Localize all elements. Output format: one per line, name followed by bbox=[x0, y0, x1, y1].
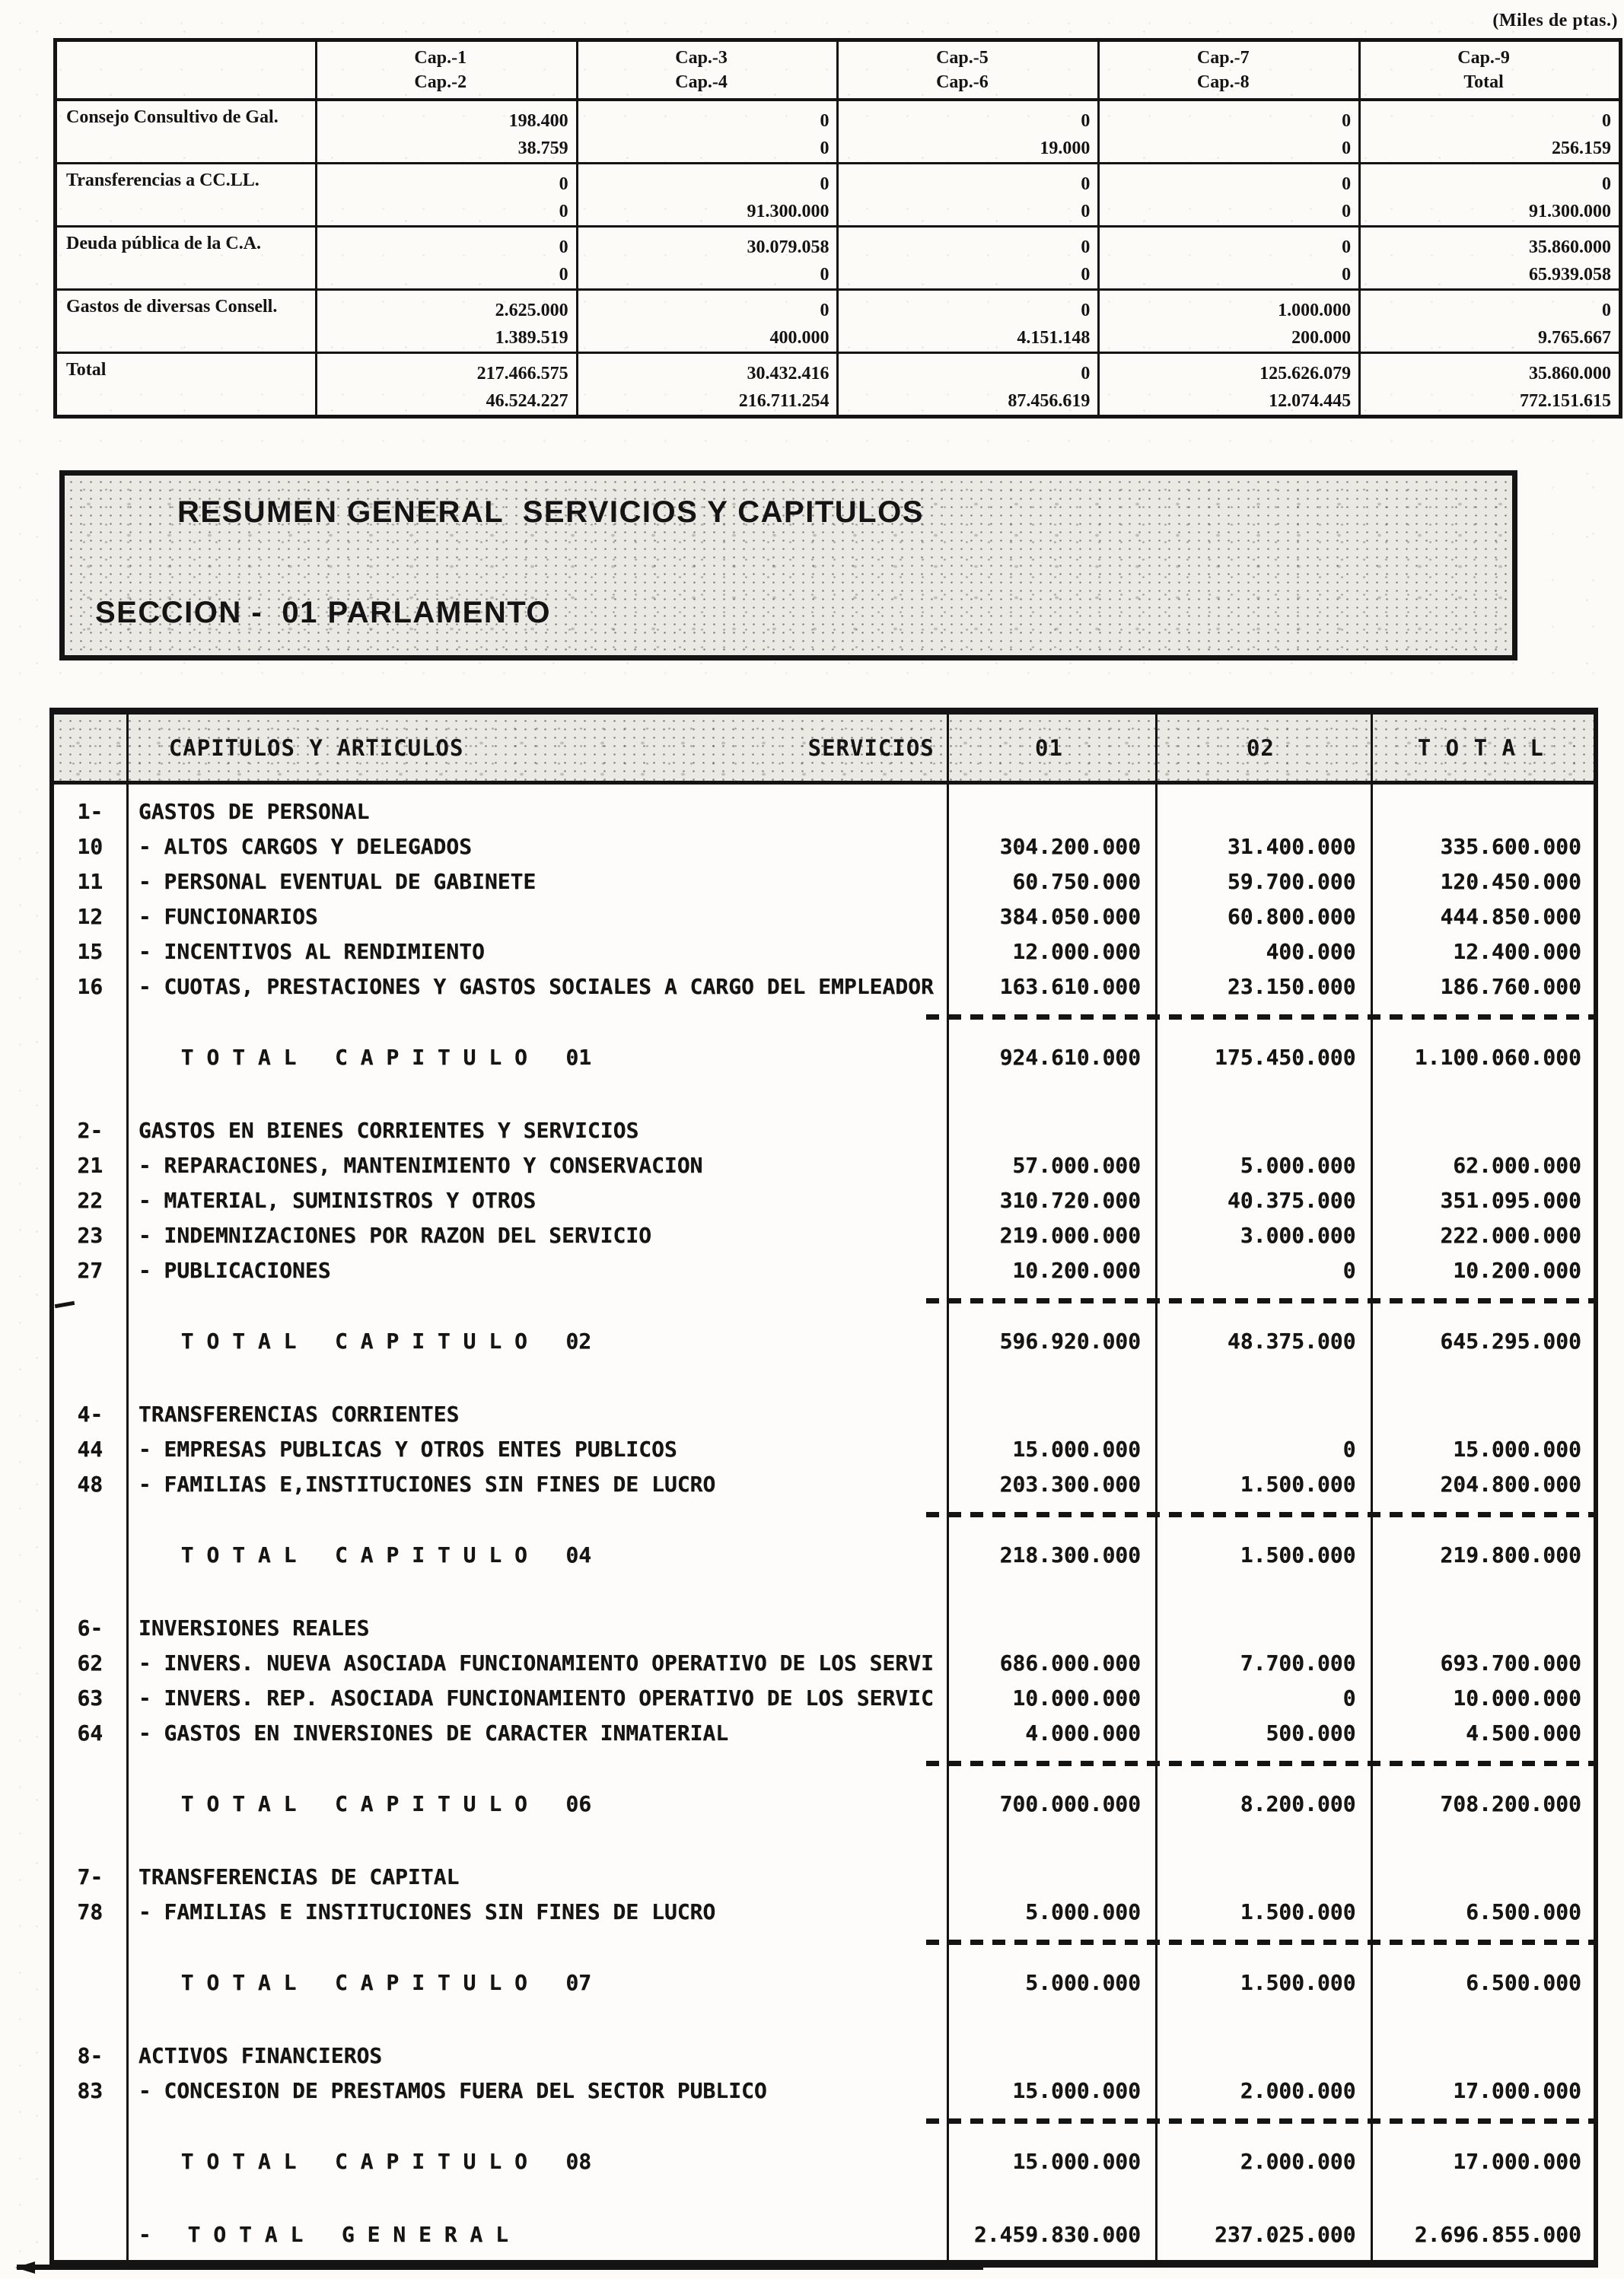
summary-value-cell bbox=[1099, 352, 1360, 416]
units-caption: (Miles de ptas.) bbox=[1492, 11, 1618, 30]
amount-total: 6.500.000 bbox=[1466, 1899, 1581, 1924]
summary-value: 0 bbox=[1602, 300, 1611, 320]
chapter-total-service-01: 15.000.000 bbox=[1012, 2148, 1142, 2174]
summary-col-header-line: Cap.-3 bbox=[675, 47, 728, 68]
article-row bbox=[54, 1894, 1594, 1929]
amount-service-02: 60.800.000 bbox=[1228, 903, 1356, 929]
summary-value-cell bbox=[316, 226, 577, 289]
chapter-code: 6- bbox=[77, 1615, 103, 1641]
amount-service-02: 40.375.000 bbox=[1228, 1187, 1356, 1213]
amount-service-01: 10.000.000 bbox=[1012, 1685, 1142, 1711]
dashed-line bbox=[926, 1761, 1594, 1766]
grand-total-service-02: 237.025.000 bbox=[1215, 2221, 1356, 2247]
chapter-total-row bbox=[54, 1786, 1594, 1821]
dashed-separator bbox=[54, 2118, 1594, 2124]
summary-value: 35.860.000 bbox=[1529, 237, 1611, 257]
summary-value: 9.765.667 bbox=[1538, 327, 1611, 348]
chapter-total-amount: 6.500.000 bbox=[1466, 1969, 1581, 1995]
article-code: 48 bbox=[77, 1471, 103, 1497]
grand-total-row bbox=[54, 2217, 1594, 2252]
column-divider bbox=[1155, 715, 1157, 2260]
article-desc: - CONCESION DE PRESTAMOS FUERA DEL SECTOR PUBLICO bbox=[138, 2077, 767, 2103]
summary-value-cell bbox=[1360, 226, 1621, 289]
article-code: 22 bbox=[77, 1187, 103, 1213]
article-row bbox=[54, 1466, 1594, 1501]
chapter-total-row bbox=[54, 1537, 1594, 1572]
summary-row-label: Gastos de diversas Consell. bbox=[56, 289, 317, 352]
summary-value: 12.074.445 bbox=[1269, 390, 1352, 411]
article-code: 62 bbox=[77, 1650, 103, 1676]
grand-total-text: T O T A L G E N E R A L bbox=[187, 2221, 509, 2247]
detail-header-main-cell bbox=[126, 735, 945, 761]
summary-value: 19.000 bbox=[1040, 138, 1091, 158]
services-chapters-table bbox=[49, 708, 1598, 2268]
chapter-total-amount: 17.000.000 bbox=[1453, 2148, 1581, 2174]
article-desc: - FAMILIAS E,INSTITUCIONES SIN FINES DE LUCRO bbox=[138, 1471, 716, 1497]
amount-service-02: 3.000.000 bbox=[1240, 1222, 1356, 1248]
chapters-summary-table bbox=[53, 38, 1622, 419]
column-divider bbox=[126, 715, 129, 2260]
dashed-separator bbox=[54, 1940, 1594, 1945]
summary-value-cell bbox=[1360, 163, 1621, 226]
amount-total: 222.000.000 bbox=[1440, 1222, 1581, 1248]
chapter-title: INVERSIONES REALES bbox=[139, 1615, 370, 1641]
summary-value: 1.000.000 bbox=[1278, 300, 1352, 320]
chapter-total-label: T O T A L C A P I T U L O 08 bbox=[180, 2148, 592, 2174]
article-desc: - PERSONAL EVENTUAL DE GABINETE bbox=[138, 868, 537, 894]
report-title: RESUMEN GENERAL SERVICIOS Y CAPITULOS bbox=[177, 495, 924, 529]
summary-col-header-line: Total bbox=[1463, 72, 1504, 92]
summary-value: 87.456.619 bbox=[1008, 390, 1091, 411]
summary-value: 91.300.000 bbox=[747, 201, 830, 221]
amount-total: 693.700.000 bbox=[1440, 1650, 1581, 1676]
article-code: 83 bbox=[77, 2077, 103, 2103]
summary-value-cell bbox=[316, 100, 577, 164]
summary-value: 0 bbox=[1081, 110, 1091, 131]
summary-value-cell bbox=[577, 352, 838, 416]
amount-total: 120.450.000 bbox=[1440, 868, 1581, 894]
summary-value: 0 bbox=[820, 300, 830, 320]
amount-service-01: 12.000.000 bbox=[1012, 938, 1142, 964]
article-row bbox=[54, 829, 1594, 864]
article-code: 12 bbox=[77, 903, 103, 929]
article-desc: - ALTOS CARGOS Y DELEGADOS bbox=[138, 833, 473, 859]
article-row bbox=[54, 934, 1594, 969]
summary-value: 0 bbox=[559, 201, 568, 221]
summary-value: 256.159 bbox=[1552, 138, 1611, 158]
summary-value: 2.625.000 bbox=[495, 300, 568, 320]
article-desc: - CUOTAS, PRESTACIONES Y GASTOS SOCIALES A CARGO DEL EMPLEADOR bbox=[138, 973, 934, 999]
summary-value: 0 bbox=[559, 173, 568, 194]
amount-service-02: 0 bbox=[1342, 1685, 1356, 1711]
dashed-line bbox=[926, 2118, 1594, 2124]
article-code: 63 bbox=[77, 1685, 103, 1711]
summary-value: 125.626.079 bbox=[1259, 363, 1352, 384]
amount-total: 15.000.000 bbox=[1453, 1436, 1581, 1462]
article-desc: - EMPRESAS PUBLICAS Y OTROS ENTES PUBLICOS bbox=[138, 1436, 677, 1462]
summary-value-cell bbox=[1360, 289, 1621, 352]
summary-value: 38.759 bbox=[517, 138, 568, 158]
summary-value: 0 bbox=[1342, 173, 1352, 194]
chapter-gap bbox=[54, 2179, 1594, 2217]
chapter-total-service-01: 700.000.000 bbox=[999, 1790, 1142, 1816]
summary-value: 0 bbox=[820, 138, 830, 158]
article-row bbox=[54, 1147, 1594, 1182]
chapter-gap bbox=[54, 1572, 1594, 1610]
amount-service-02: 500.000 bbox=[1266, 1720, 1356, 1746]
summary-value: 0 bbox=[1342, 110, 1352, 131]
chapter-total-row bbox=[54, 1965, 1594, 2000]
summary-row bbox=[56, 352, 1621, 416]
amount-service-01: 15.000.000 bbox=[1012, 2077, 1142, 2103]
summary-value: 216.711.254 bbox=[738, 390, 830, 411]
article-row bbox=[54, 1252, 1594, 1288]
dashed-line bbox=[926, 1512, 1594, 1517]
detail-header-row bbox=[54, 715, 1594, 785]
article-desc: - REPARACIONES, MANTENIMIENTO Y CONSERVACION bbox=[138, 1152, 703, 1178]
summary-value: 772.151.615 bbox=[1520, 390, 1611, 411]
article-row bbox=[54, 1715, 1594, 1750]
dashed-line bbox=[926, 1298, 1594, 1303]
grand-total-dash: - bbox=[138, 2221, 151, 2247]
summary-value: 1.389.519 bbox=[495, 327, 568, 348]
chapter-total-service-02: 1.500.000 bbox=[1240, 1969, 1356, 1995]
grand-total-amount: 2.696.855.000 bbox=[1414, 2221, 1581, 2247]
summary-col-header bbox=[1099, 40, 1360, 100]
amount-service-02: 0 bbox=[1342, 1257, 1356, 1283]
chapter-code: 4- bbox=[77, 1401, 103, 1427]
amount-total: 186.760.000 bbox=[1440, 973, 1581, 999]
dashed-separator bbox=[54, 1512, 1594, 1517]
amount-service-02: 5.000.000 bbox=[1240, 1152, 1356, 1178]
amount-service-02: 1.500.000 bbox=[1240, 1471, 1356, 1497]
amount-service-01: 310.720.000 bbox=[999, 1187, 1142, 1213]
scan-artifact-line bbox=[17, 2265, 983, 2270]
article-code: 11 bbox=[77, 868, 103, 894]
amount-service-01: 5.000.000 bbox=[1025, 1899, 1142, 1924]
summary-value: 198.400 bbox=[508, 110, 568, 131]
chapter-total-row bbox=[54, 2144, 1594, 2179]
chapter-total-service-02: 175.450.000 bbox=[1215, 1044, 1356, 1070]
amount-service-01: 15.000.000 bbox=[1012, 1436, 1142, 1462]
summary-row bbox=[56, 163, 1621, 226]
col-header-servicios: SERVICIOS bbox=[807, 734, 935, 761]
summary-value-cell bbox=[316, 289, 577, 352]
chapter-total-amount: 1.100.060.000 bbox=[1414, 1044, 1581, 1070]
chapter-gap bbox=[54, 1074, 1594, 1112]
article-code: 27 bbox=[77, 1257, 103, 1283]
article-desc: - INCENTIVOS AL RENDIMIENTO bbox=[138, 938, 485, 964]
amount-total: 10.200.000 bbox=[1453, 1257, 1581, 1283]
article-desc: - INVERS. REP. ASOCIADA FUNCIONAMIENTO OPERATIVO DE LOS SERVIC bbox=[138, 1685, 934, 1711]
amount-service-02: 2.000.000 bbox=[1240, 2077, 1356, 2103]
dashed-separator bbox=[54, 1298, 1594, 1303]
dashed-separator bbox=[54, 1014, 1594, 1020]
chapter-total-row bbox=[54, 1323, 1594, 1358]
article-desc: - PUBLICACIONES bbox=[138, 1257, 331, 1283]
article-row bbox=[54, 1182, 1594, 1217]
summary-row bbox=[56, 226, 1621, 289]
chapter-header-row bbox=[54, 1610, 1594, 1645]
article-code: 15 bbox=[77, 938, 103, 964]
amount-total: 17.000.000 bbox=[1453, 2077, 1581, 2103]
summary-value-cell bbox=[838, 163, 1099, 226]
chapter-header-row bbox=[54, 2038, 1594, 2073]
chapter-code: 8- bbox=[77, 2042, 103, 2068]
article-row bbox=[54, 864, 1594, 899]
summary-value: 0 bbox=[1081, 201, 1091, 221]
amount-service-01: 57.000.000 bbox=[1012, 1152, 1142, 1178]
amount-service-02: 400.000 bbox=[1266, 938, 1356, 964]
summary-value: 0 bbox=[820, 264, 830, 285]
amount-service-02: 0 bbox=[1342, 1436, 1356, 1462]
chapter-code: 2- bbox=[77, 1117, 103, 1143]
summary-col-header-line: Cap.-8 bbox=[1196, 72, 1250, 92]
chapter-total-amount: 708.200.000 bbox=[1440, 1790, 1581, 1816]
column-divider bbox=[1371, 715, 1373, 2260]
chapter-total-label: T O T A L C A P I T U L O 01 bbox=[180, 1044, 592, 1070]
summary-value-cell bbox=[316, 163, 577, 226]
summary-value: 0 bbox=[1342, 237, 1352, 257]
chapter-title: GASTOS DE PERSONAL bbox=[139, 798, 370, 824]
chapter-header-row bbox=[54, 1859, 1594, 1894]
summary-value: 0 bbox=[1342, 138, 1352, 158]
summary-col-header-line: Cap.-2 bbox=[414, 72, 467, 92]
chapter-total-service-01: 218.300.000 bbox=[999, 1542, 1142, 1568]
dashed-separator bbox=[54, 1761, 1594, 1766]
chapter-total-label: T O T A L C A P I T U L O 02 bbox=[180, 1328, 592, 1354]
summary-value-cell bbox=[838, 352, 1099, 416]
chapter-gap bbox=[54, 2000, 1594, 2038]
summary-value-cell bbox=[577, 226, 838, 289]
summary-row-label: Total bbox=[56, 352, 317, 416]
dashed-line bbox=[926, 1014, 1594, 1020]
amount-service-01: 203.300.000 bbox=[999, 1471, 1142, 1497]
article-desc: - MATERIAL, SUMINISTROS Y OTROS bbox=[138, 1187, 537, 1213]
amount-service-02: 1.500.000 bbox=[1240, 1899, 1356, 1924]
chapter-title: TRANSFERENCIAS DE CAPITAL bbox=[139, 1864, 460, 1889]
amount-total: 10.000.000 bbox=[1453, 1685, 1581, 1711]
summary-value-cell bbox=[838, 226, 1099, 289]
section-title: SECCION - 01 PARLAMENTO bbox=[95, 596, 552, 629]
article-row bbox=[54, 2073, 1594, 2108]
summary-value-cell bbox=[1360, 100, 1621, 164]
article-row bbox=[54, 969, 1594, 1004]
chapter-header-row bbox=[54, 794, 1594, 829]
summary-value-cell bbox=[1099, 226, 1360, 289]
summary-value: 0 bbox=[559, 237, 568, 257]
summary-value: 400.000 bbox=[769, 327, 830, 348]
chapter-title: GASTOS EN BIENES CORRIENTES Y SERVICIOS bbox=[139, 1117, 639, 1143]
summary-value: 0 bbox=[820, 110, 830, 131]
summary-value-cell bbox=[1099, 100, 1360, 164]
summary-value: 0 bbox=[1342, 264, 1352, 285]
amount-service-02: 59.700.000 bbox=[1228, 868, 1356, 894]
chapter-total-label: T O T A L C A P I T U L O 07 bbox=[180, 1969, 592, 1995]
summary-value: 46.524.227 bbox=[486, 390, 568, 411]
summary-col-header bbox=[577, 40, 838, 100]
chapter-header-row bbox=[54, 1396, 1594, 1431]
summary-value-cell bbox=[1099, 289, 1360, 352]
summary-col-header-line: Cap.-5 bbox=[936, 47, 989, 68]
article-desc: - INDEMNIZACIONES POR RAZON DEL SERVICIO bbox=[138, 1222, 652, 1248]
chapter-title: TRANSFERENCIAS CORRIENTES bbox=[139, 1401, 460, 1427]
chapter-gap bbox=[54, 1821, 1594, 1859]
summary-col-header-line: Cap.-6 bbox=[936, 72, 989, 92]
article-code: 21 bbox=[77, 1152, 103, 1178]
summary-value-cell bbox=[316, 352, 577, 416]
article-code: 78 bbox=[77, 1899, 103, 1924]
summary-value: 0 bbox=[820, 173, 830, 194]
article-row bbox=[54, 1645, 1594, 1680]
summary-value: 30.432.416 bbox=[747, 363, 830, 384]
article-code: 10 bbox=[77, 833, 103, 859]
summary-value: 0 bbox=[1342, 201, 1352, 221]
summary-value: 4.151.148 bbox=[1017, 327, 1091, 348]
summary-value: 0 bbox=[1081, 264, 1091, 285]
article-desc: - FUNCIONARIOS bbox=[138, 903, 318, 929]
summary-col-header bbox=[316, 40, 577, 100]
summary-value-cell bbox=[1099, 163, 1360, 226]
amount-total: 62.000.000 bbox=[1453, 1152, 1581, 1178]
summary-row-label: Deuda pública de la C.A. bbox=[56, 226, 317, 289]
summary-row-label: Transferencias a CC.LL. bbox=[56, 163, 317, 226]
summary-value-cell bbox=[577, 289, 838, 352]
summary-table-body bbox=[56, 100, 1621, 417]
detail-header-empty-cell bbox=[54, 715, 126, 781]
chapter-total-amount: 645.295.000 bbox=[1440, 1328, 1581, 1354]
amount-total: 4.500.000 bbox=[1466, 1720, 1581, 1746]
chapter-code: 1- bbox=[77, 798, 103, 824]
article-row bbox=[54, 1217, 1594, 1252]
summary-value: 0 bbox=[1081, 363, 1091, 384]
summary-value-cell bbox=[1360, 352, 1621, 416]
summary-value: 65.939.058 bbox=[1529, 264, 1611, 285]
summary-value: 217.466.575 bbox=[476, 363, 568, 384]
summary-col-header-line: Cap.-4 bbox=[675, 72, 728, 92]
chapter-total-service-02: 1.500.000 bbox=[1240, 1542, 1356, 1568]
chapter-code: 7- bbox=[77, 1864, 103, 1889]
col-header-total: T O T A L bbox=[1417, 734, 1544, 761]
chapter-total-service-01: 5.000.000 bbox=[1025, 1969, 1142, 1995]
summary-value-cell bbox=[838, 100, 1099, 164]
amount-service-01: 304.200.000 bbox=[999, 833, 1142, 859]
summary-col-header-line: Cap.-7 bbox=[1196, 47, 1250, 68]
chapter-title: ACTIVOS FINANCIEROS bbox=[139, 2042, 383, 2068]
amount-service-01: 384.050.000 bbox=[999, 903, 1142, 929]
amount-service-01: 219.000.000 bbox=[999, 1222, 1142, 1248]
summary-row bbox=[56, 100, 1621, 164]
amount-service-01: 4.000.000 bbox=[1025, 1720, 1142, 1746]
summary-value: 0 bbox=[1081, 237, 1091, 257]
article-code: 16 bbox=[77, 973, 103, 999]
chapter-total-label: T O T A L C A P I T U L O 04 bbox=[180, 1542, 592, 1568]
summary-header-empty-cell bbox=[56, 40, 317, 100]
article-row bbox=[54, 899, 1594, 934]
summary-value: 0 bbox=[1602, 110, 1611, 131]
grand-total-service-01: 2.459.830.000 bbox=[973, 2221, 1142, 2247]
amount-service-01: 163.610.000 bbox=[999, 973, 1142, 999]
col-header-capitulos-articulos: CAPITULOS Y ARTICULOS bbox=[168, 734, 464, 761]
summary-col-header-line: Cap.-9 bbox=[1457, 47, 1510, 68]
title-banner bbox=[59, 470, 1517, 660]
chapter-total-amount: 219.800.000 bbox=[1440, 1542, 1581, 1568]
summary-col-header-line: Cap.-1 bbox=[414, 47, 467, 68]
grand-total-label bbox=[126, 2222, 945, 2247]
chapter-total-service-02: 8.200.000 bbox=[1240, 1790, 1356, 1816]
article-desc: - FAMILIAS E INSTITUCIONES SIN FINES DE LUCRO bbox=[138, 1899, 716, 1924]
summary-value: 35.860.000 bbox=[1529, 363, 1611, 384]
chapter-total-service-02: 2.000.000 bbox=[1240, 2148, 1356, 2174]
amount-total: 351.095.000 bbox=[1440, 1187, 1581, 1213]
amount-total: 204.800.000 bbox=[1440, 1471, 1581, 1497]
article-desc: - GASTOS EN INVERSIONES DE CARACTER INMATERIAL bbox=[138, 1720, 729, 1746]
summary-value: 30.079.058 bbox=[747, 237, 830, 257]
summary-value: 0 bbox=[1602, 173, 1611, 194]
col-header-service-01: 01 bbox=[1035, 734, 1063, 761]
chapter-header-row bbox=[54, 1112, 1594, 1147]
summary-header-row bbox=[56, 40, 1621, 100]
chapter-gap bbox=[54, 1358, 1594, 1396]
amount-service-01: 60.750.000 bbox=[1012, 868, 1142, 894]
summary-value-cell bbox=[838, 289, 1099, 352]
amount-service-02: 31.400.000 bbox=[1228, 833, 1356, 859]
detail-table-body bbox=[54, 785, 1594, 2252]
summary-value: 0 bbox=[1081, 173, 1091, 194]
amount-service-02: 7.700.000 bbox=[1240, 1650, 1356, 1676]
article-code: 64 bbox=[77, 1720, 103, 1746]
amount-service-01: 686.000.000 bbox=[999, 1650, 1142, 1676]
chapter-total-row bbox=[54, 1039, 1594, 1074]
article-code: 23 bbox=[77, 1222, 103, 1248]
amount-total: 335.600.000 bbox=[1440, 833, 1581, 859]
summary-value: 200.000 bbox=[1291, 327, 1352, 348]
summary-col-header bbox=[838, 40, 1099, 100]
chapter-total-label: T O T A L C A P I T U L O 06 bbox=[180, 1790, 592, 1816]
chapter-total-service-01: 596.920.000 bbox=[999, 1328, 1142, 1354]
article-code: 44 bbox=[77, 1436, 103, 1462]
amount-service-02: 23.150.000 bbox=[1228, 973, 1356, 999]
summary-col-header bbox=[1360, 40, 1621, 100]
article-row bbox=[54, 1680, 1594, 1715]
article-desc: - INVERS. NUEVA ASOCIADA FUNCIONAMIENTO OPERATIVO DE LOS SERVI bbox=[138, 1650, 934, 1676]
summary-row bbox=[56, 289, 1621, 352]
col-header-service-02: 02 bbox=[1246, 734, 1275, 761]
summary-value: 91.300.000 bbox=[1529, 201, 1611, 221]
column-divider bbox=[947, 715, 949, 2260]
summary-value-cell bbox=[577, 163, 838, 226]
summary-value-cell bbox=[577, 100, 838, 164]
chapter-total-service-01: 924.610.000 bbox=[999, 1044, 1142, 1070]
amount-total: 12.400.000 bbox=[1453, 938, 1581, 964]
amount-service-01: 10.200.000 bbox=[1012, 1257, 1142, 1283]
chapter-total-service-02: 48.375.000 bbox=[1228, 1328, 1356, 1354]
article-row bbox=[54, 1431, 1594, 1466]
amount-total: 444.850.000 bbox=[1440, 903, 1581, 929]
summary-value: 0 bbox=[559, 264, 568, 285]
summary-row-label: Consejo Consultivo de Gal. bbox=[56, 100, 317, 164]
summary-value: 0 bbox=[1081, 300, 1091, 320]
dashed-line bbox=[926, 1940, 1594, 1945]
